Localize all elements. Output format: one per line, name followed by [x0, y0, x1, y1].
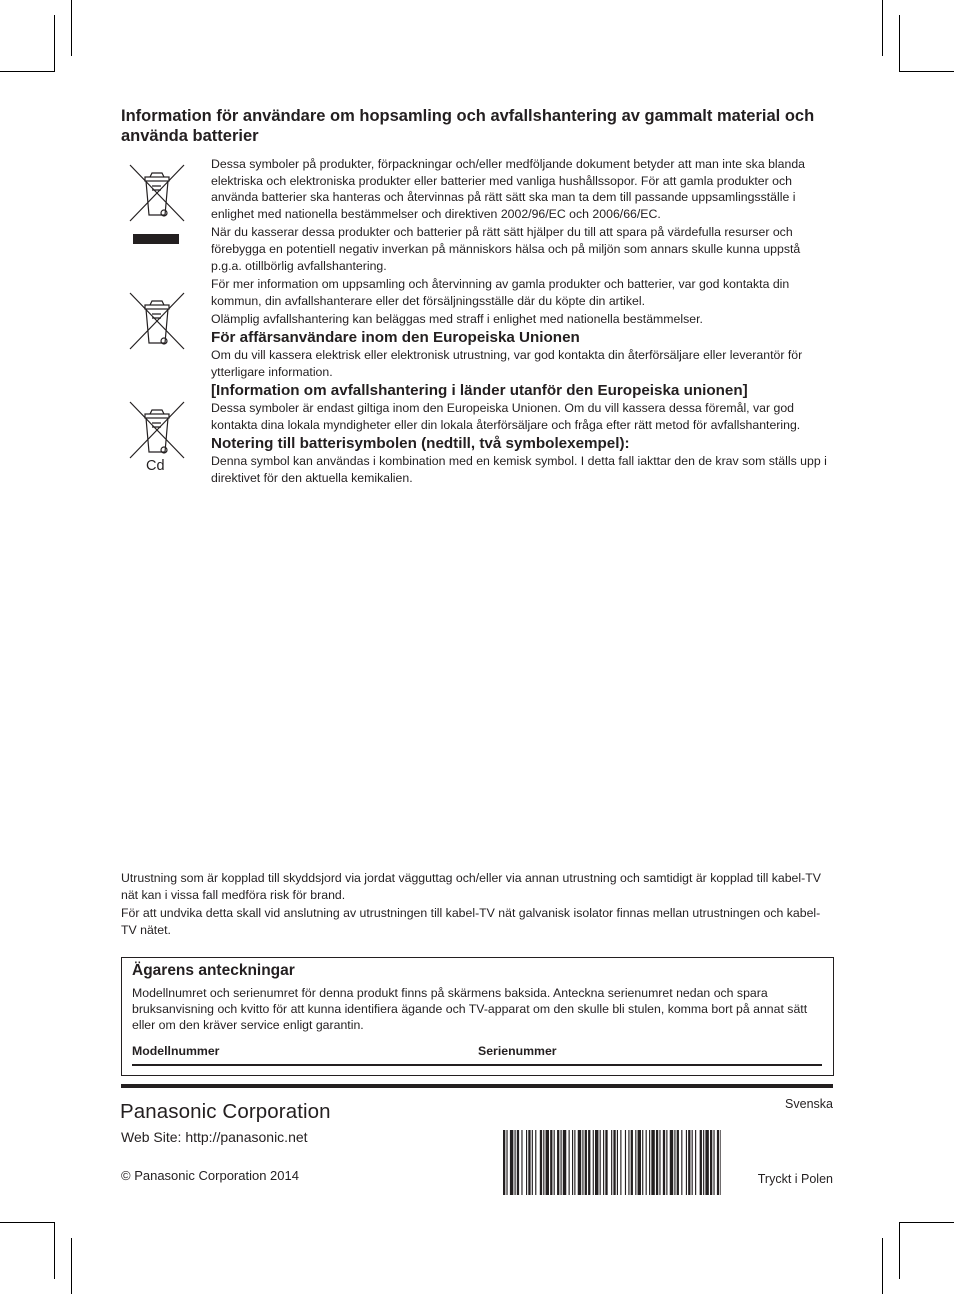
barcode-bar: [550, 1130, 552, 1195]
copyright-text: © Panasonic Corporation 2014: [121, 1168, 299, 1183]
business-text: Om du vill kassera elektrisk eller elektronisk utrustning, var god kontakta din återförsäljare eller leverantör för ytterligare information.: [211, 347, 803, 379]
crop-mark: [899, 15, 900, 72]
barcode-bar: [600, 1130, 601, 1195]
barcode-bar: [613, 1130, 615, 1195]
barcode-bar: [703, 1130, 704, 1195]
barcode-bar: [528, 1130, 530, 1195]
brand-logo: Panasonic Corporation: [120, 1100, 331, 1123]
intro-paragraph: Dessa symboler på produkter, förpackningar och/eller medföljande dokument betyder att man inte ska blanda elektriska och elektroniska produkter eller batterier med vanliga hushållssopor. För att gamla produkter och använda batterier ska hanteras och återvinnas på rätt sätt ska man ta dem till passande uppsamlingsställe i enlighet med nationella bestämmelser och direktiven 2002/96/EC och 2006/66/EC.: [211, 157, 806, 221]
chemical-symbol-label: Cd: [146, 458, 165, 474]
solid-bar-mark: [133, 234, 179, 244]
crop-mark: [882, 0, 883, 56]
barcode-bar: [543, 1130, 544, 1195]
barcode-bar: [593, 1130, 594, 1195]
barcode-bar: [710, 1130, 712, 1195]
crossed-out-wheelie-bin-icon: [128, 163, 186, 223]
barcode-bar: [595, 1130, 598, 1195]
crossed-out-wheelie-bin-icon: [128, 400, 186, 460]
barcode-bar: [705, 1130, 708, 1195]
crop-mark: [899, 1222, 900, 1279]
barcode-bar: [510, 1130, 513, 1195]
crop-mark: [899, 1222, 954, 1223]
website-text: Web Site: http://panasonic.net: [121, 1129, 308, 1145]
serial-number-label: Serienummer: [478, 1044, 557, 1058]
barcode-bar: [674, 1130, 675, 1195]
barcode-bar: [574, 1130, 575, 1195]
barcode-bar: [535, 1130, 536, 1195]
barcode-bar: [557, 1130, 559, 1195]
barcode-bar: [546, 1130, 549, 1195]
barcode-bar: [717, 1130, 719, 1195]
grounding-paragraph: Utrustning som är kopplad till skyddsjord via jordat vägguttag och/eller via annan utrustning och samtidigt är kopplad till kabel-TV nät kan i vissa fall medföra risk för brand.: [121, 871, 821, 902]
owner-notes-text: Modellnumret och serienumret för denna produkt finns på skärmens baksida. Anteckna serienumret nedan och spara bruksanvisning och kvitto för att kunna identifiera ägande och TV-apparat om den skulle bli stulen, komma bort på annat sätt eller om den kräver service enligt garantin.: [132, 986, 808, 1033]
barcode-bar: [686, 1130, 687, 1195]
barcode-bar: [554, 1130, 555, 1195]
barcode-bar: [517, 1130, 519, 1195]
barcode-bar: [582, 1130, 583, 1195]
barcode-bar: [605, 1130, 607, 1195]
barcode-bar: [713, 1130, 714, 1195]
crop-mark: [71, 0, 72, 56]
owner-notes-box: [121, 957, 834, 1076]
barcode-bar: [646, 1130, 647, 1195]
crop-mark: [0, 1222, 55, 1223]
barcode-bar: [700, 1130, 702, 1195]
barcode-bar: [620, 1130, 621, 1195]
write-in-line: [132, 1064, 822, 1066]
barcode-bar: [588, 1130, 590, 1195]
battery-note-heading: Notering till batterisymbolen (nedtill, två symbolexempel):: [211, 435, 630, 453]
barcode-bar: [651, 1130, 654, 1195]
barcode-bar: [638, 1130, 641, 1195]
barcode-bar: [526, 1130, 527, 1195]
barcode-bar: [681, 1130, 682, 1195]
business-heading: För affärsanvändare inom den Europeiska Unionen: [211, 328, 580, 346]
barcode-bar: [692, 1130, 693, 1195]
crop-mark: [71, 1238, 72, 1294]
barcode-bar: [628, 1130, 629, 1195]
outside-eu-text: Dessa symboler är endast giltiga inom den Europeiska Unionen. Om du vill kassera dessa föremål, var god kontakta dina lokala myndigheter eller din lokala återförsäljare och fråga efter rätt metod för avfallshantering.: [211, 401, 801, 432]
barcode-bar: [521, 1130, 522, 1195]
barcode-bar: [506, 1130, 507, 1195]
barcode-bar: [688, 1130, 690, 1195]
barcode-bar: [617, 1130, 618, 1195]
footer-rule: [121, 1084, 833, 1088]
barcode-bar: [585, 1130, 587, 1195]
crop-mark: [0, 71, 55, 72]
barcode-bar: [561, 1130, 562, 1195]
intro-paragraph: För mer information om uppsamling och återvinning av gamla produkter och batterier, var god kontakta din kommun, din avfallshanterare eller det försäljningsställe där du köpte din artikel.: [211, 277, 790, 308]
barcode-bar: [649, 1130, 650, 1195]
barcode-bar: [578, 1130, 581, 1195]
barcode-bar: [663, 1130, 665, 1195]
barcode-bar: [666, 1130, 667, 1195]
barcode-bar: [695, 1130, 696, 1195]
barcode-bar: [670, 1130, 673, 1195]
intro-paragraph: Olämplig avfallshantering kan beläggas med straff i enlighet med nationella bestämmelser.: [211, 312, 703, 327]
barcode-bar: [625, 1130, 626, 1195]
printed-in-label: Tryckt i Polen: [757, 1172, 833, 1186]
grounding-section: [121, 870, 835, 938]
crop-mark: [54, 15, 55, 72]
barcode-bar: [631, 1130, 633, 1195]
grounding-paragraph: För att undvika detta skall vid anslutning av utrustningen till kabel-TV nät galvanisk isolator finnas mellan utrustningen och kabel-TV nätet.: [121, 906, 821, 937]
barcode-bar: [515, 1130, 516, 1195]
owner-notes-title: Ägarens anteckningar: [132, 962, 295, 979]
crop-mark: [899, 71, 954, 72]
barcode-bar: [642, 1130, 643, 1195]
barcode-bar: [503, 1130, 505, 1195]
barcode-bar: [572, 1130, 573, 1195]
language-label: Svenska: [785, 1097, 833, 1111]
barcode-bar: [635, 1130, 636, 1195]
crossed-out-wheelie-bin-icon: [128, 291, 186, 351]
barcode-bar: [611, 1130, 612, 1195]
crop-mark: [882, 1238, 883, 1294]
barcode-bar: [659, 1130, 660, 1195]
barcode-bar: [603, 1130, 604, 1195]
page-heading: Information för användare om hopsamling och avfallshantering av gammalt material och använda batterier: [121, 107, 815, 145]
barcode-bar: [656, 1130, 658, 1195]
intro-section: [211, 156, 833, 487]
crop-mark: [54, 1222, 55, 1279]
battery-note-text: Denna symbol kan användas i kombination med en kemisk symbol. I detta fall iakttar den de krav som ställs upp i direktivet för den aktuella kemikalien.: [211, 454, 827, 485]
barcode-bar: [540, 1130, 542, 1195]
barcode-bar: [677, 1130, 679, 1195]
intro-paragraph: När du kasserar dessa produkter och batterier på rätt sätt hjälper du till att spara på värdefulla resurser och förebygga en potentiell negativ inverkan på människors hälsa och på miljön som annars skulle kunna uppstå p.g.a. otillbörlig avfallshantering.: [211, 225, 801, 273]
barcode-icon: [503, 1130, 721, 1195]
model-number-label: Modellnummer: [132, 1044, 220, 1058]
barcode-bar: [720, 1130, 721, 1195]
barcode-bar: [569, 1130, 570, 1195]
barcode-bar: [532, 1130, 533, 1195]
outside-eu-heading: [Information om avfallshantering i länder utanför den Europeiska unionen]: [211, 382, 748, 400]
barcode-bar: [563, 1130, 566, 1195]
